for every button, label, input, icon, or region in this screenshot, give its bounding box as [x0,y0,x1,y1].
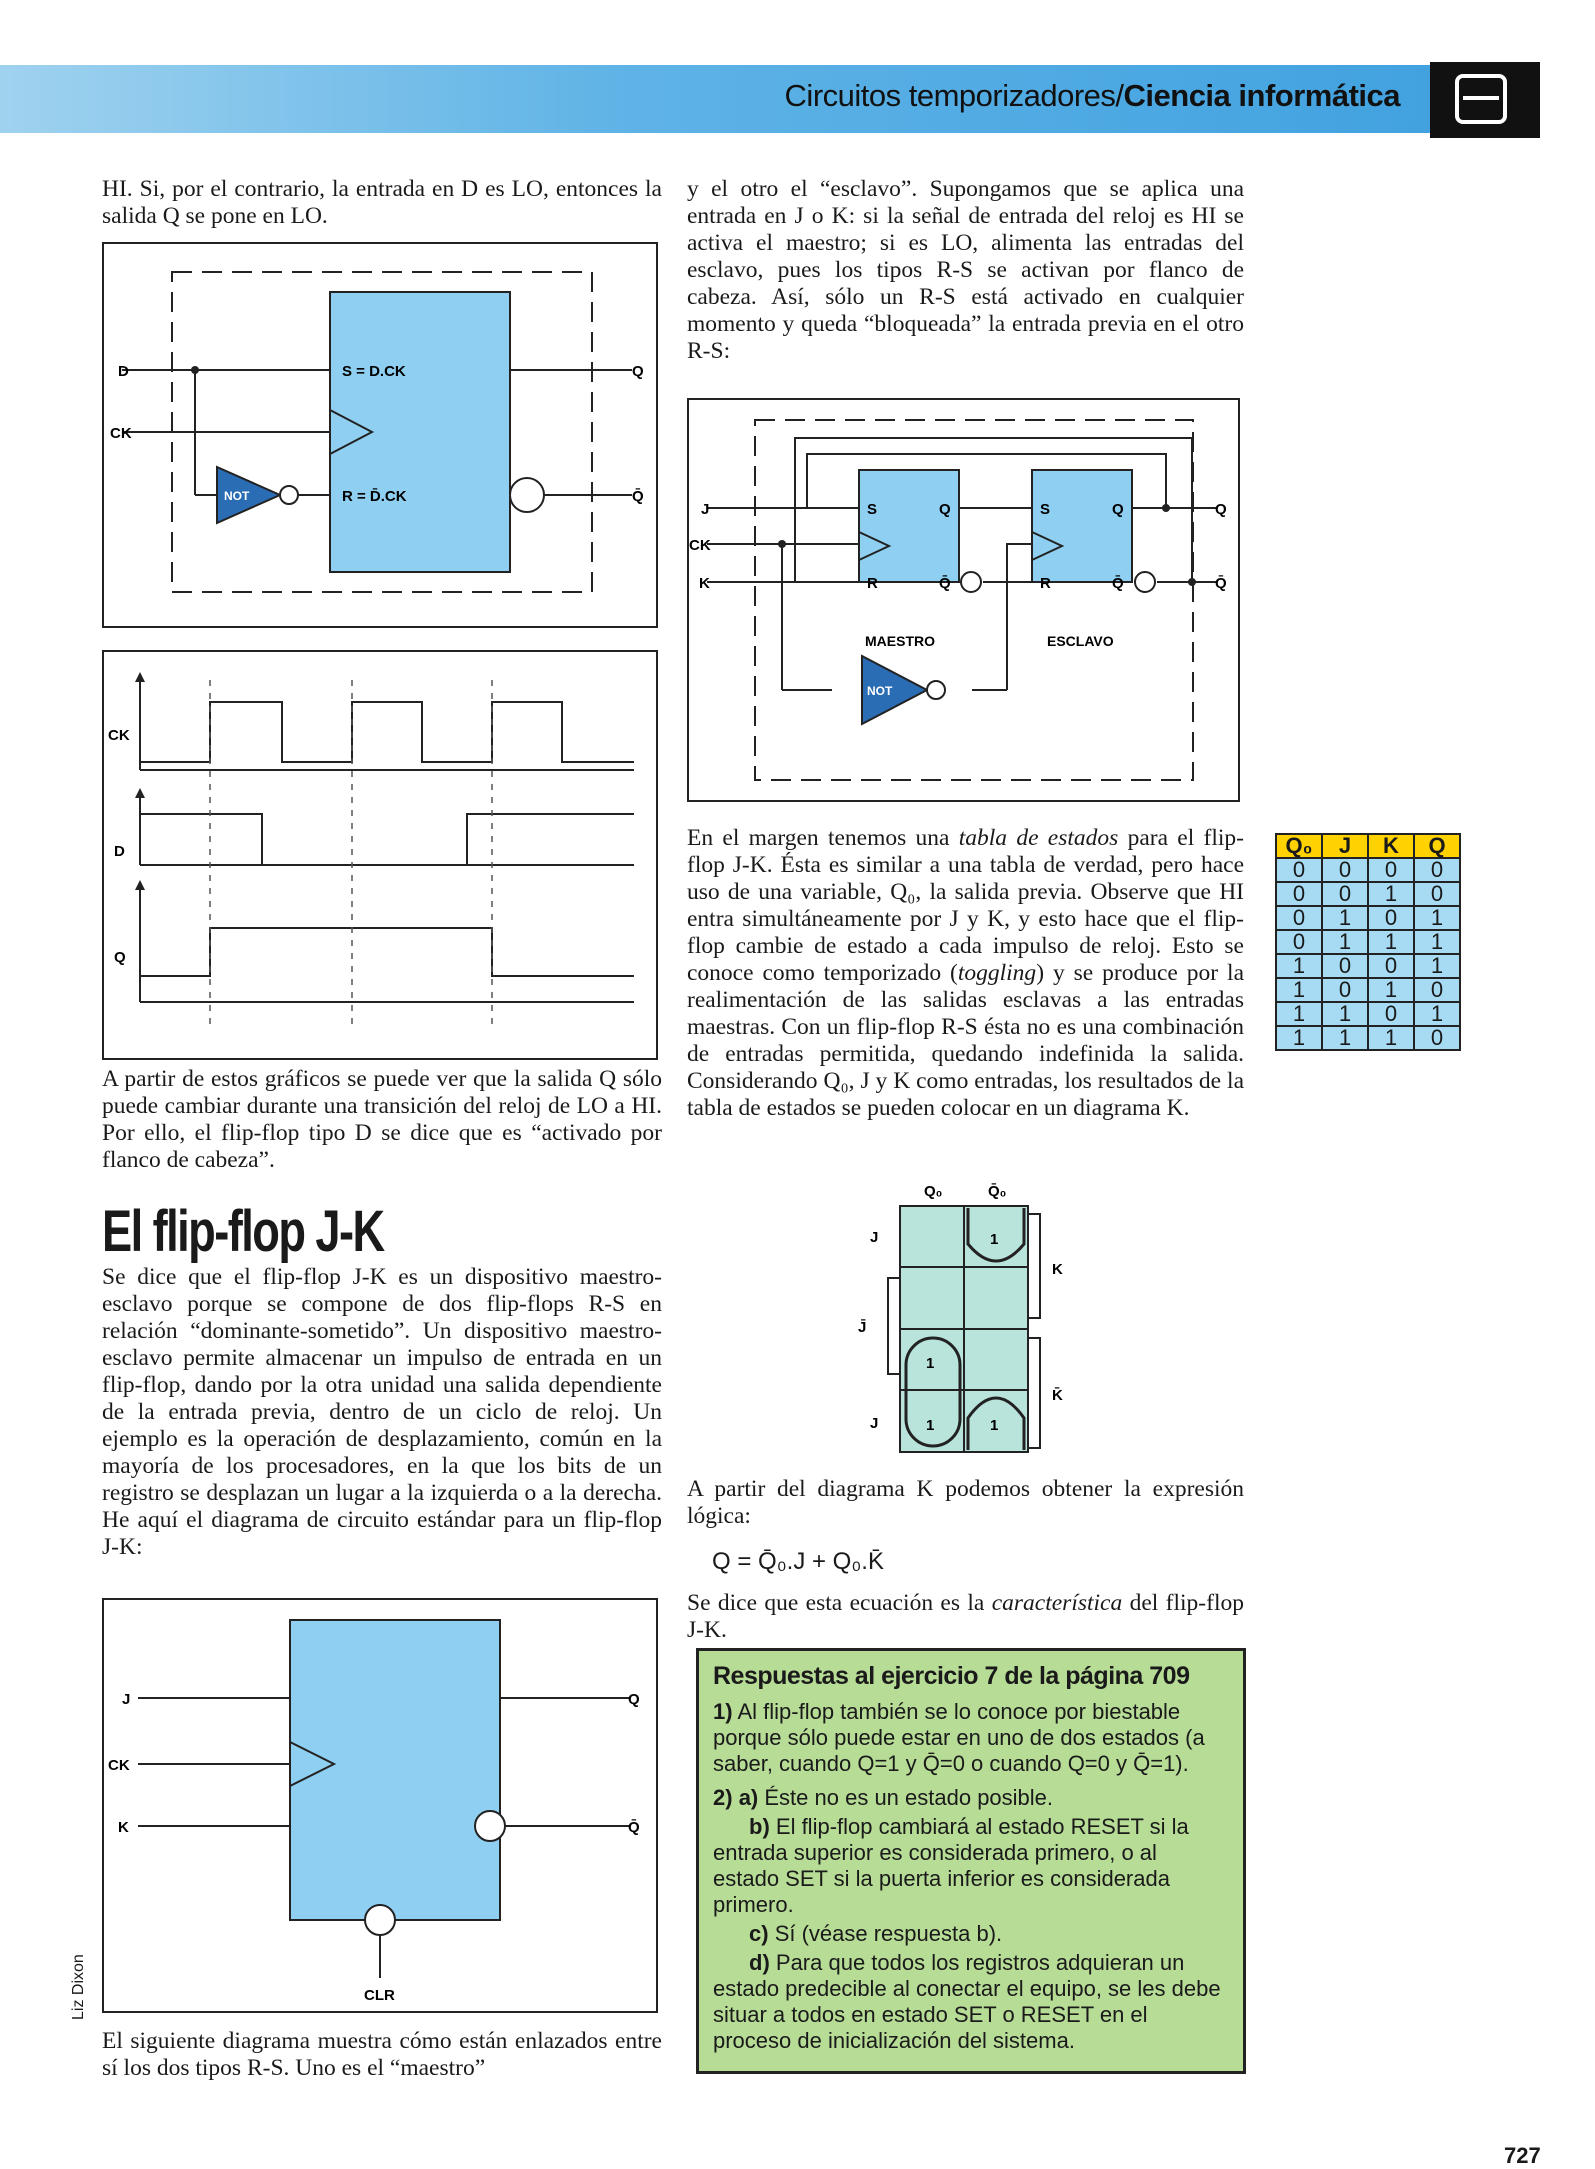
state-table-header: K [1368,834,1414,858]
d-flipflop-diagram [102,242,658,628]
master-q-label: Q [939,501,951,518]
state-table-row: 1 1 1 0 [1276,1026,1460,1050]
jk-output-qbar: Q̄ [628,1819,640,1836]
kmap-cell-1: 1 [926,1417,935,1434]
slave-s-label: S [1040,501,1051,518]
jk-flipflop-diagram [102,1598,658,2013]
right-paragraph-1: y el otro el “esclavo”. Supongamos que se aplica una entrada en J o K: si la señal de entrada del reloj es HI se activa el maestro; si es LO, alimenta las entradas del esclavo, pues los tipos R-S se activan por flanco de cabeza. Así, sólo un R-S está activado en cualquier momento y queda “bloqueada” la entrada previa en el otro R-S: [687,176,1244,364]
karnaugh-map [840,1178,1080,1460]
ms-output-q: Q [1215,501,1227,518]
state-table-row: 1 0 0 1 [1276,954,1460,978]
s-equation-label: S = D.CK [342,363,406,380]
left-intro-paragraph: HI. Si, por el contrario, la entrada en D es LO, entonces la salida Q se pone en LO. [102,176,662,229]
state-table-header: J [1322,834,1368,858]
master-slave-diagram [687,398,1240,802]
illustration-credit: Liz Dixon [70,1954,87,2020]
output-q-label: Q [632,363,644,380]
ms-input-ck: CK [689,537,711,554]
d-signal-label: D [114,843,125,860]
master-block [859,470,959,582]
kmap-row-j2: J [870,1415,879,1432]
section-heading-jk: El flip-flop J-K [102,1199,384,1264]
jk-clr-label: CLR [364,1987,395,2004]
page-section-title: Circuitos temporizadores/Ciencia informática [784,78,1400,113]
answer-2a: 2) a) Éste no es un estado posible. [713,1785,1054,1810]
state-table-row: 0 0 0 0 [1276,858,1460,882]
kmap-col-q0bar: Q̄₀ [988,1183,1007,1200]
ms-output-qbar: Q̄ [1215,575,1227,592]
slave-r-label: R [1040,575,1051,592]
master-caption: MAESTRO [865,633,935,649]
state-table-row: 1 1 0 1 [1276,1002,1460,1026]
kmap-k: K [1052,1261,1063,1278]
flipflop-block [330,292,510,572]
kmap-kbar: K̄ [1052,1387,1063,1404]
jk-output-q: Q [628,1691,640,1708]
state-table-header: Q [1414,834,1460,858]
timing-diagram [102,650,658,1060]
slave-caption: ESCLAVO [1047,633,1114,649]
kmap-row-j: J [870,1229,879,1246]
kmap-cell-1: 1 [990,1231,999,1248]
state-table-header: Q₀ [1276,834,1322,858]
state-table-row: 0 1 1 1 [1276,930,1460,954]
right-paragraph-4: Se dice que esta ecuación es la característica del flip-flop J-K. [687,1590,1244,1643]
master-r-label: R [867,575,878,592]
input-ck-label: CK [110,425,132,442]
state-table-row: 0 0 1 0 [1276,882,1460,906]
kmap-cell-1: 1 [926,1355,935,1372]
ms-not-label: NOT [867,684,893,698]
page-number: 727 [1504,2143,1541,2168]
kmap-col-q0: Q₀ [924,1183,943,1200]
answers-title: Respuestas al ejercicio 7 de la página 709 [713,1662,1190,1690]
jk-input-k: K [118,1819,129,1836]
master-qbar-label: Q̄ [939,575,951,592]
left-paragraph-4: El siguiente diagrama muestra cómo están enlazados entre sí los dos tipos R-S. Uno es el “maestro” [102,2028,662,2081]
answer-2d: d) Para que todos los registros adquieran un estado predecible al conectar el equipo, se les debe situar a todos en estado SET o RESET en el proceso de inicialización del sistema. [713,1950,1221,2053]
jk-input-ck: CK [108,1757,130,1774]
kmap-cell-1: 1 [990,1417,999,1434]
right-paragraph-2: En el margen tenemos una tabla de estados para el flip-flop J-K. Ésta es similar a una tabla de verdad, pero hace uso de una variable, Q₀, la salida previa. Observe que HI entra simultáneamente por J y K, y esto hace que el flip-flop cambie de estado a cada impulso de reloj. Esto se conoce como temporizado (toggling) y se produce por la realimentación de las salidas esclavas a las entradas maestras. Con un flip-flop R-S ésta no es una combinación de entradas permitida, quedando indefinida la salida. Considerando Q₀, J y K como entradas, los resultados de la tabla de estados se pueden colocar en un diagrama K. [687,825,1244,1121]
ms-input-k: K [699,575,710,592]
right-paragraph-3: A partir del diagrama K podemos obtener la expresión lógica: [687,1476,1244,1529]
slave-q-label: Q [1112,501,1124,518]
state-table-row: 1 0 1 0 [1276,978,1460,1002]
state-table [1275,833,1461,1051]
answers-box [696,1648,1246,2074]
input-d-label: D [118,363,129,380]
q-signal-label: Q [114,949,126,966]
ms-input-j: J [701,501,710,518]
r-equation-label: R = D̄.CK [342,488,407,505]
ck-signal-label: CK [108,727,130,744]
logic-equation: Q = Q̄₀.J + Q₀.K̄ [712,1548,884,1575]
state-table-row: 0 1 0 1 [1276,906,1460,930]
slave-block [1032,470,1132,582]
output-qbar-label: Q̄ [632,488,644,505]
jk-input-j: J [122,1691,131,1708]
master-s-label: S [867,501,878,518]
answer-1: 1) Al flip-flop también se lo conoce por biestable porque sólo puede estar en uno de dos estados (a saber, cuando Q=1 y Q̄=0 o cuando Q=0 y Q̄=1). [713,1699,1205,1776]
left-paragraph-2: A partir de estos gráficos se puede ver que la salida Q sólo puede cambiar durante una transición del reloj de LO a HI. Por ello, el flip-flop tipo D se dice que es “activado por flanco de cabeza”. [102,1066,662,1173]
answer-2b: b) El flip-flop cambiará al estado RESET si la entrada superior es considerada primero, o al estado SET si la puerta inferior es considerada primero. [713,1814,1189,1917]
computer-icon [1455,74,1507,124]
left-paragraph-3: Se dice que el flip-flop J-K es un dispositivo maestro-esclavo porque se compone de dos flip-flops R-S en relación “dominante-sometido”. Un dispositivo maestro-esclavo permite almacenar un impulso de entrada en un flip-flop, dando por la otra unidad una salida dependiente de la entrada previa, dentro de un ciclo de reloj. Un ejemplo es la operación de desplazamiento, común en la mayoría de los procesadores, en la que los bits de un registro se desplazan un lugar a la izquierda o a la derecha. He aquí el diagrama de circuito estándar para un flip-flop J-K: [102,1264,662,1560]
kmap-row-jbar: J̄ [858,1319,867,1336]
not-gate-label: NOT [224,489,250,503]
slave-qbar-label: Q̄ [1112,575,1124,592]
answer-2c: c) Sí (véase respuesta b). [749,1921,1003,1946]
